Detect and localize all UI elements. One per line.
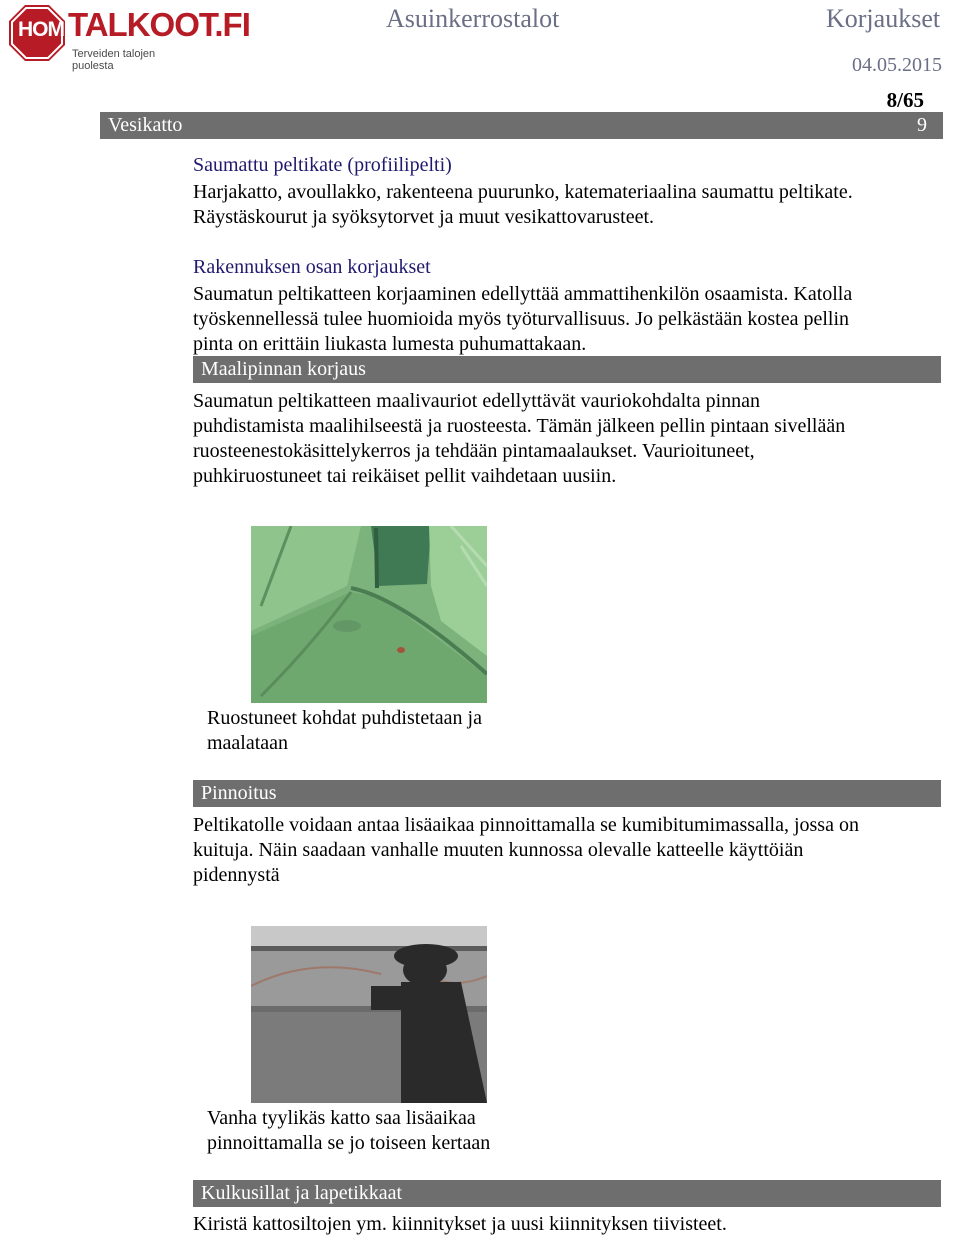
- coating-heading-bar: [193, 780, 941, 807]
- home-talkoot-logo: [4, 2, 250, 72]
- coating-text: [193, 813, 943, 888]
- repairs-line: pinta on erittäin liukasta lumesta puhumattakaan.: [193, 333, 587, 355]
- walkways-heading-bar: [193, 1180, 941, 1207]
- repairs-line: työskennellessä tulee huomioida myös työturvallisuus. Jo pelkästään kostea pellin: [193, 308, 849, 330]
- walkways-text: Kiristä kattosiltojen ym. kiinnitykset ja uusi kiinnityksen tiivisteet.: [193, 1213, 727, 1235]
- repairs-text: [193, 282, 943, 357]
- caption-line: Vanha tyylikäs katto saa lisäaikaa: [207, 1107, 476, 1129]
- rusty-roof-image: [251, 526, 487, 703]
- paint-heading-bar: [193, 356, 941, 383]
- intro-heading: Saumattu peltikate (profiilipelti): [193, 154, 452, 176]
- paint-text: [193, 389, 943, 489]
- walkways-heading: Kulkusillat ja lapetikkaat: [201, 1182, 403, 1204]
- repairs-heading: Rakennuksen osan korjaukset: [193, 256, 431, 278]
- logo-home-text: HOME: [18, 18, 77, 41]
- document-category: Korjaukset: [826, 4, 941, 33]
- caption-line: pinnoittamalla se jo toiseen kertaan: [207, 1132, 491, 1154]
- coated-roof-caption: [207, 1106, 490, 1156]
- section-title: Vesikatto: [108, 114, 183, 136]
- intro-line: Räystäskourut ja syöksytorvet ja muut vesikattovarusteet.: [193, 206, 655, 228]
- logo-talkoot-text: TALKOOT.FI: [68, 6, 250, 43]
- coated-roof-image: [251, 926, 487, 1103]
- paint-heading: Maalipinnan korjaus: [201, 358, 366, 380]
- coating-line: Peltikatolle voidaan antaa lisäaikaa pinnoittamalla se kumibitumimassalla, jossa on: [193, 814, 859, 836]
- rusty-roof-caption: [207, 706, 482, 756]
- paint-line: Saumatun peltikatteen maalivauriot edellyttävät vauriokohdalta pinnan: [193, 390, 761, 412]
- section-title-bar: [100, 112, 943, 139]
- caption-line: maalataan: [207, 732, 289, 754]
- coating-line: pidennystä: [193, 864, 280, 886]
- document-date: 04.05.2015: [852, 54, 942, 76]
- intro-text: [193, 180, 943, 230]
- repairs-line: Saumatun peltikatteen korjaaminen edellyttää ammattihenkilön osaamista. Katolla: [193, 283, 853, 305]
- rusty-roof-photo: [251, 526, 487, 703]
- paint-line: ruosteenestokäsittelykerros ja tehdään pintamaalaukset. Vaurioituneet,: [193, 440, 755, 462]
- paint-line: puhkiruostuneet tai reikäiset pellit vaihdetaan uusiin.: [193, 465, 617, 487]
- coating-heading: Pinnoitus: [201, 782, 277, 804]
- document-title: Asuinkerrostalot: [386, 4, 560, 33]
- section-number: 9: [917, 114, 927, 136]
- intro-line: Harjakatto, avoullakko, rakenteena puurunko, katemateriaalina saumattu peltikate.: [193, 181, 853, 203]
- caption-line: Ruostuneet kohdat puhdistetaan ja: [207, 707, 482, 729]
- page-number: 8/65: [886, 88, 924, 112]
- coated-roof-photo: [251, 926, 487, 1103]
- paint-line: puhdistamista maalihilseestä ja ruosteesta. Tämän jälkeen pellin pintaan sivellään: [193, 415, 846, 437]
- logo-slogan: Terveiden talojen puolesta: [72, 48, 156, 72]
- coating-line: kuituja. Näin saadaan vanhalle muuten kunnossa olevalle katteelle käyttöiän: [193, 839, 804, 861]
